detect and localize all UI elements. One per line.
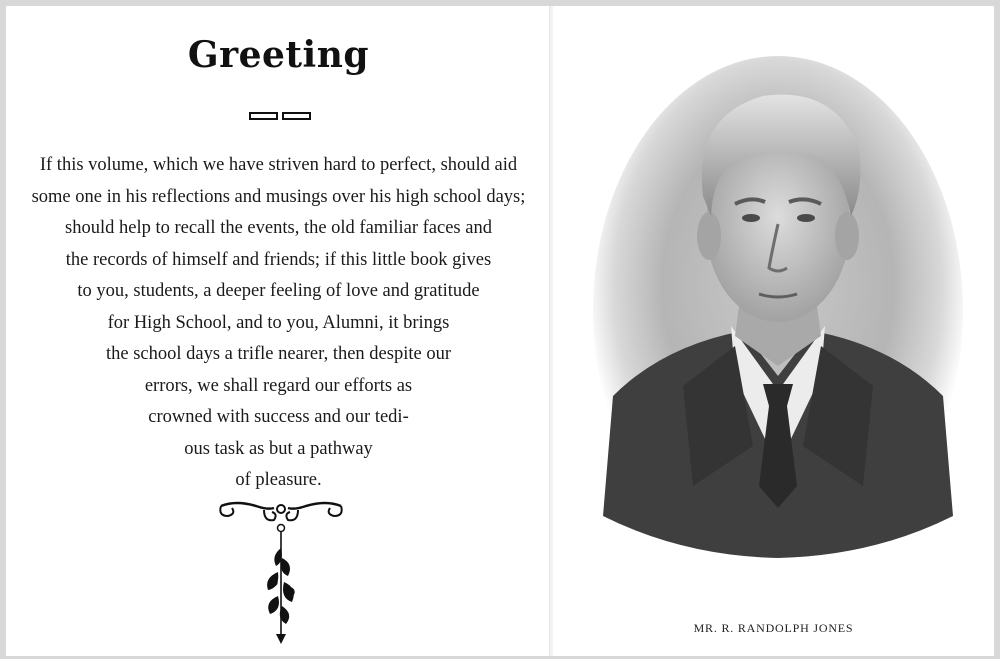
left-page [6,6,552,656]
greeting-line: to you, students, a deeper feeling of love and gratitude [77,281,480,301]
greeting-line: the school days a trifle nearer, then despite our [106,344,451,364]
portrait-photograph-icon [573,46,973,586]
portrait-caption: MR. R. RANDOLPH JONES [693,621,854,635]
greeting-line: some one in his reflections and musings over his high school days; [31,186,526,207]
greeting-line: If this volume, which we have striven hard to perfect, should aid [39,155,518,175]
greeting-line: crowned with success and our tedi- [148,407,409,427]
greeting-text [6,150,551,497]
greeting-line: of pleasure. [235,470,322,490]
page-title: Greeting [187,34,370,76]
greeting-line: should help to recall the events, the old familiar faces and [65,218,492,238]
greeting-line: for High School, and to you, Alumni, it brings [107,312,450,333]
greeting-line: ous task as but a pathway [184,438,373,459]
right-page [553,6,994,656]
floral-pendant-ornament-icon [216,498,346,648]
decorative-rule-icon [249,111,311,121]
greeting-line: the records of himself and friends; if this little book gives [65,249,492,270]
greeting-line: errors, we shall regard our efforts as [144,375,413,396]
